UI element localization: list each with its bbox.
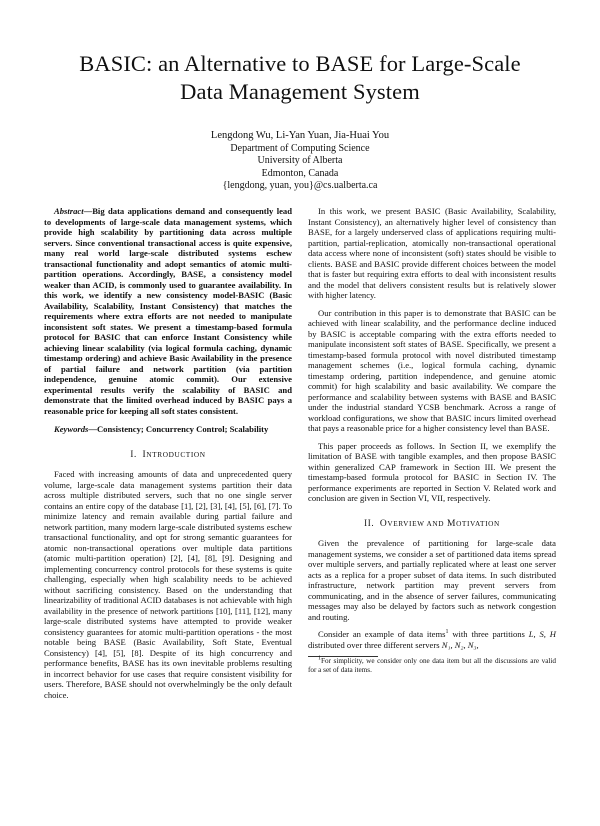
author-location: Edmonton, Canada bbox=[261, 167, 339, 179]
footnote bbox=[308, 657, 556, 674]
section-2-initial-2: M bbox=[447, 518, 457, 529]
author-block bbox=[44, 130, 556, 192]
title-line-1: BASIC: an Alternative to BASE for Large-Scale bbox=[79, 51, 521, 76]
right-column bbox=[308, 206, 556, 700]
abstract bbox=[44, 206, 292, 416]
left-column bbox=[44, 206, 292, 700]
right-paragraph-2: Our contribution in this paper is to demonstrate that BASIC can be achieved with linear scalability, and the performance decline induced by BASIC is acceptable comparing with the extra efforts needed to manipulate inconsistent soft states of BASE. Specifically, we present a timestamp-based formula protocol with novel distributed timestamp management schemes (i.e., logical formula caching, dynamic timestamp ordering, partition independence, and genuine atomic commit) for high scalability and basic availability. We compare the performance and scalability between systems with BASE and BASIC under the industrial standard YCSB benchmark. Across a range of workload configurations, we show that BASIC incurs limited overhead that pays a reasonable price for a higher consistency level than BASE. bbox=[308, 307, 556, 434]
title-line-2: Data Management System bbox=[180, 79, 420, 104]
right-paragraph-3: This paper proceeds as follows. In Section II, we exemplify the limitation of BASE with tangible examples, and then propose BASIC within generalized CAP framework in Section III. We present the timestamp-based formula protocol for BASIC in Section IV. The performance experiments are reported in Section V. Related work and conclusion are given in Section VI, VII, respectively. bbox=[308, 440, 556, 504]
footnote-mark: 1 bbox=[445, 629, 449, 636]
two-column-body bbox=[44, 206, 556, 700]
section-2-rest-2: OTIVATION bbox=[456, 518, 500, 528]
section-2-initial-1: O bbox=[379, 518, 388, 529]
keywords-body: —Consistency; Concurrency Control; Scalability bbox=[88, 424, 269, 435]
p5-servers: N₁, N₂, N₃, bbox=[441, 639, 479, 650]
footnote-number: 1 bbox=[318, 655, 321, 662]
right-paragraph-5 bbox=[308, 629, 556, 650]
section-1-initial: I bbox=[142, 449, 147, 460]
section-heading-overview bbox=[308, 518, 556, 530]
paper-page bbox=[0, 50, 600, 826]
right-paragraph-1: In this work, we present BASIC (Basic Availability, Scalability, Instant Consistency), an alternatively higher level of consistency than BASE, for a largely underserved class of applications requiring multi-partition, partial-replication, atomically non-transactional operational data access where none of inconsistent (soft) states should be visible to clients. BASE and BASIC provide different choices between the model that is faster but requiring extra efforts to deal with inconsistent results and the model that delivers consistent results but is relatively slower with higher latency. bbox=[308, 206, 556, 301]
keywords bbox=[44, 424, 292, 435]
section-1-rest: NTRODUCTION bbox=[146, 449, 206, 459]
abstract-body: —Big data applications demand and consequently lead to developments of large-scale data management systems, which provide high scalability by partitioning data across multiple servers. Since conventional transactional access is quite expensive, many real world large-scale distributed systems eschew transactional functionality and adopt semantics of atomic multi-partition operations. Accordingly, BASE, a consistency model weaker than ACID, is commonly used to guarantee availability. In this work, we identify a new consistency model-BASIC (Basic Availability, Scalability, Instant Consistency) that matches the requirements where extra efforts are not needed to manipulate inconsistent soft states. We present a timestamp-based formula protocol for BASIC that can enforce Instant Consistency while achieving linear scalability (via logical formula caching, dynamic timestamp ordering) and achieve Basic Availability in the presence of partial failure and network partition (via partition independence, genuine atomic commit). Our extensive experimental results verify the scalability of BASIC and demonstrate that the limited overhead induced by BASIC pays a reasonable price for keeping all soft states consistent. bbox=[44, 206, 292, 416]
author-names: Lengdong Wu, Li-Yan Yuan, Jia-Huai You bbox=[210, 130, 390, 141]
p5-after: distributed over three different servers bbox=[308, 639, 442, 650]
section-heading-introduction bbox=[44, 449, 292, 461]
section-2-rest-1: VERVIEW AND bbox=[387, 518, 445, 528]
p5-vars: L, S, H bbox=[528, 629, 556, 640]
author-department: Department of Computing Science bbox=[230, 143, 370, 155]
abstract-lead: Abstract bbox=[54, 206, 84, 217]
paper-title bbox=[44, 50, 556, 106]
section-1-numeral: I. bbox=[130, 448, 137, 459]
p5-before: Consider an example of data items bbox=[318, 629, 446, 640]
intro-paragraph: Faced with increasing amounts of data and unprecedented query volume, large-scale data management systems partition their data across multiple distributed servers, such that no one single server contains an entire copy of the database [1], [2], [3], [4], [5], [6], [7]. To minimize latency and remain available during partial failure and network partition, many modern large-scale distributed systems eschew transactional functionality, and opt for strong semantic guarantees for atomic non-transactional operations over multiple data partitions (atomic multi-partition operation) [2], [4], [8], [9]. Designing and implementing concurrency control protocols for these systems is quite challenging, especially when high scalability needs to be achieved without sacrificing consistency. Based on the understanding that linearizability of traditional ACID databases is not achievable with high availability in the presence of network partitions [10], [11], [12], many large-scale distributed systems have attempted to provide weaker consistency guarantees for atomic multi-partition operations - the most notable being BASE (Basic Availability, Soft State, Eventual Consistency) [4], [5], [8]. Despite of its high concurrency and performance benefits, BASE has its own inevitable problems resulting in incorrect behavior for use cases that require consistent visibility for users. Therefore, BASE should not overwhelmingly be the only default choice. bbox=[44, 469, 292, 700]
p5-middle: with three partitions bbox=[448, 629, 529, 640]
section-2-numeral: II. bbox=[364, 517, 375, 528]
author-email: {lengdong, yuan, you}@cs.ualberta.ca bbox=[222, 179, 378, 191]
keywords-lead: Keywords bbox=[54, 424, 89, 435]
author-university: University of Alberta bbox=[257, 155, 343, 167]
footnote-text: For simplicity, we consider only one data item but all the discussions are valid for a set of data items. bbox=[308, 657, 556, 674]
right-paragraph-4: Given the prevalence of partitioning for large-scale data management systems, we consider a set of partitioned data items spread over multiple servers, and partially replicated where at least one server acts as a replica for a proper subset of data items. In such distributed infrastructure, network partition may prevent servers from communicating, and in the absence of server failures, communicating messages may also be delayed by factors such as network congestion and routing. bbox=[308, 538, 556, 622]
